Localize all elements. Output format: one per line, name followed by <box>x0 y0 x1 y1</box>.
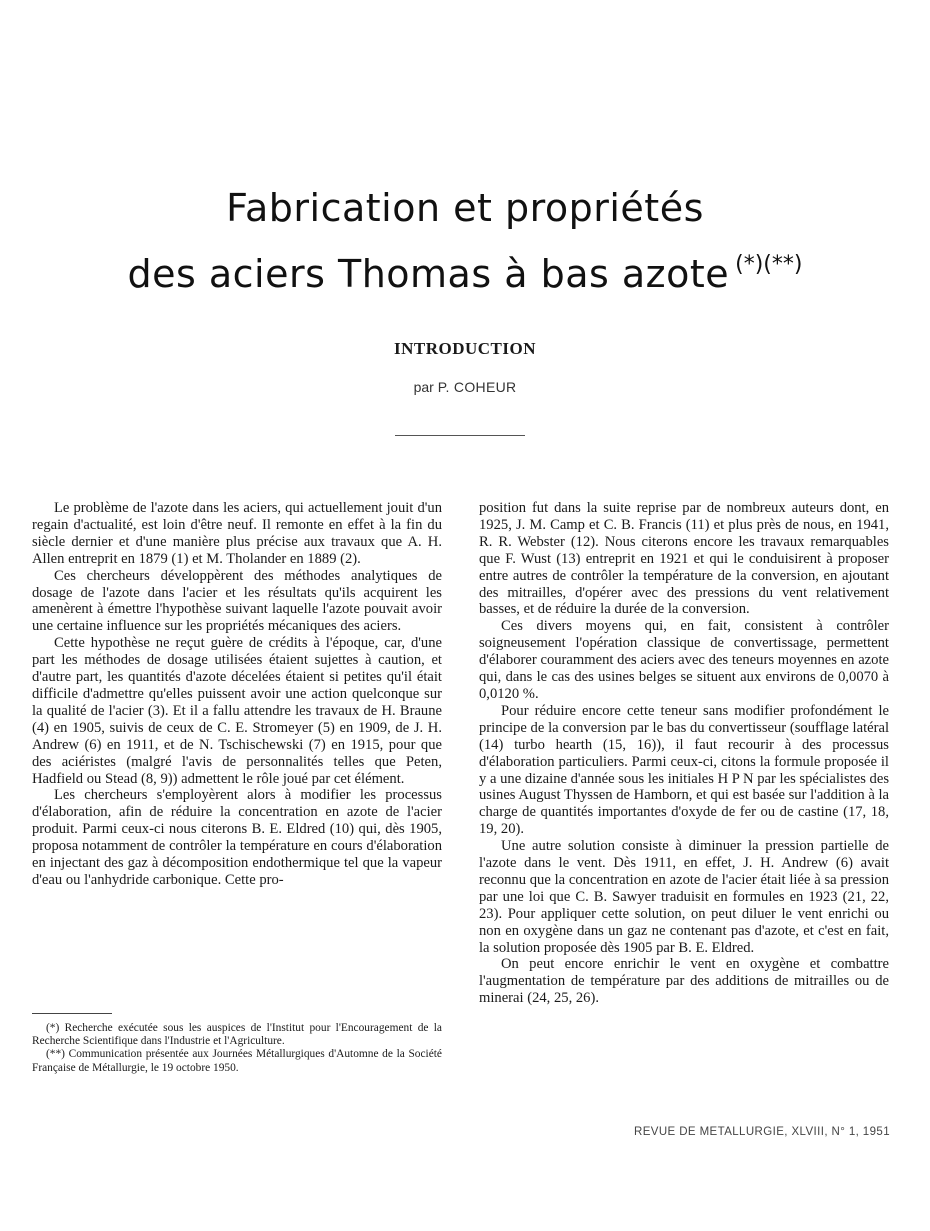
paragraph: Pour réduire encore cette teneur sans modifier profondément le principe de la conversion par le bas du convertisseur (soufflage latéral (14) turbo hearth (15, 16)), il faut recourir à des processus d'élaboration particuliers. Parmi ceux-ci, citons la formule proposée il y a une dizaine d'année sous les initiales H P N par les spécialistes des usines August Thyssen de Hamborn, et qui est basée sur l'addition à la charge de quantités importantes d'oxyde de fer ou de castine (17, 18, 19, 20). <box>479 702 889 838</box>
paragraph: Ces chercheurs développèrent des méthodes analytiques de dosage de l'azote dans l'acier et les résultats qu'ils acquirent les amenèrent à émettre l'hypothèse suivant laquelle l'azote pouvait avoir une certaine influence sur les propriétés mécaniques des aciers. <box>32 567 442 635</box>
paragraph: Le problème de l'azote dans les aciers, qui actuellement jouit d'un regain d'actualité, est loin d'être neuf. Il remonte en effet à la fin du siècle dernier et d'une manière plus précise aux travaux que A. H. Allen entreprit en 1879 (1) et M. Tholander en 1889 (2). <box>32 500 442 567</box>
left-column <box>32 500 442 889</box>
byline-prefix: par <box>413 379 434 395</box>
footnotes <box>32 1022 442 1075</box>
section-heading: INTRODUCTION <box>393 339 537 358</box>
paragraph: Ces divers moyens qui, en fait, consistent à contrôler soigneusement l'opération classique de convertissage, permettent d'élaborer couramment des aciers avec des teneurs moyennes en azote qui, dans le cas des usines belges se situent aux environs de 0,0070 à 0,0120 %. <box>479 618 889 702</box>
footnote: (*) Recherche exécutée sous les auspices de l'Institut pour l'Encouragement de la Recherche Scientifique dans l'Industrie et l'Agriculture. <box>32 1022 442 1048</box>
footnote-separator-rule <box>32 1013 112 1014</box>
author-name: P. COHEUR <box>437 379 517 395</box>
title-separator-rule <box>395 435 525 436</box>
paragraph: Cette hypothèse ne reçut guère de crédits à l'époque, car, d'une part les méthodes de dosage utilisées étaient sujettes à caution, et d'autre part, les quantités d'azote décelées étaient si petites qu'il était difficile d'admettre qu'elles puissent avoir une action quelconque sur la qualité de l'acier (3). Et il a fallu attendre les travaux de H. Braune (4) en 1905, suivis de ceux de C. E. Stromeyer (5) en 1909, de J. H. Andrew (6) en 1911, et de N. Tschischewski (7) en 1915, pour que des aciéristes (malgré l'avis de personnalités telles que Peten, Hadfield ou Stead (8, 9)) admettent le rôle joué par cet élément. <box>32 635 442 787</box>
title-line-2 <box>0 252 930 296</box>
title-footnote-marks: (*)(**) <box>735 252 803 277</box>
byline <box>0 379 930 395</box>
running-footer: REVUE DE METALLURGIE, XLVIII, N° 1, 1951 <box>633 1126 890 1138</box>
footnote: (**) Communication présentée aux Journées Métallurgiques d'Automne de la Société Française de Métallurgie, le 19 octobre 1950. <box>32 1048 442 1074</box>
title-line-2-text: des aciers Thomas à bas azote <box>127 252 730 296</box>
paragraph: Les chercheurs s'employèrent alors à modifier les processus d'élaboration, afin de réduire la concentration en azote de l'acier produit. Parmi ceux-ci nous citerons B. E. Eldred (10) qui, dès 1905, proposa notamment de contrôler la température en cours d'élaboration en injectant des gaz à décomposition endothermique tel que la vapeur d'eau ou l'anhydride carbonique. Cette pro- <box>32 787 442 888</box>
right-column <box>479 500 889 1007</box>
title-line-1: Fabrication et propriétés <box>226 186 704 230</box>
paragraph: On peut encore enrichir le vent en oxygène et combattre l'augmentation de température par des additions de mitrailles ou de minerai (24, 25, 26). <box>479 956 889 1007</box>
paragraph-continuation: position fut dans la suite reprise par de nombreux auteurs dont, en 1925, J. M. Camp et C. B. Francis (11) et plus près de nous, en 1941, R. R. Webster (12). Nous citerons encore les travaux remarquables que F. Wust (13) entreprit en 1921 et qui le conduisirent à proposer entre autres de contrôler la température de la conversion, en ajoutant des mitrailles, d'opérer avec des pressions du vent relativement basses, et de réduire la durée de la conversion. <box>479 500 889 618</box>
paragraph: Une autre solution consiste à diminuer la pression partielle de l'azote dans le vent. Dès 1911, en effet, J. H. Andrew (6) avait reconnu que la concentration en azote de l'acier était liée à sa pression par une loi que C. B. Sawyer traduisit en formules en 1923 (21, 22, 23). Pour appliquer cette solution, on peut diluer le vent enrichi ou non en oxygène dans un gaz ne contenant pas d'azote, et c'est en fait, la solution proposée dès 1905 par B. E. Eldred. <box>479 838 889 956</box>
